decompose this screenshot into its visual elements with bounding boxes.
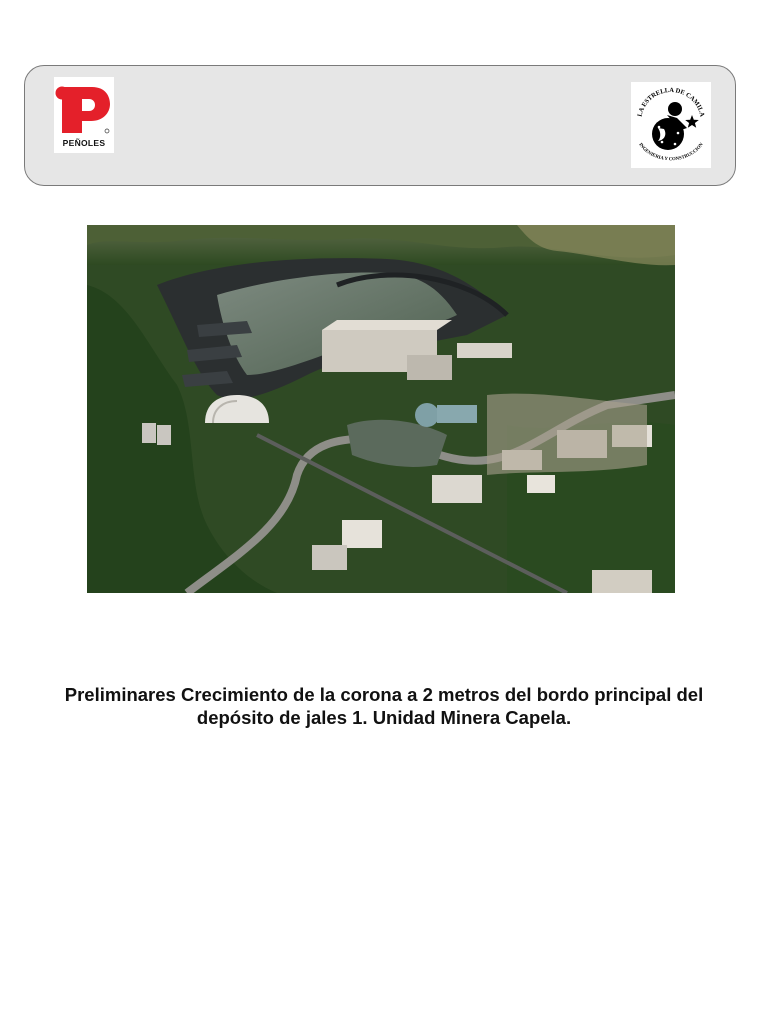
document-title: Preliminares Crecimiento de la corona a 2 metros del bordo principal del depósito de jales 1. Unidad Minera Capela. xyxy=(64,684,704,728)
svg-text:LA ESTRELLA DE CAMILA: LA ESTRELLA DE CAMILA xyxy=(636,86,706,118)
penoles-wordmark: PEÑOLES xyxy=(62,138,106,148)
penoles-logo xyxy=(54,77,114,153)
header-box xyxy=(24,65,736,186)
svg-text:INGENIERIA Y CONSTRUCCION: INGENIERIA Y CONSTRUCCION xyxy=(637,142,705,163)
mine-aerial-photo xyxy=(87,225,675,593)
estrella-de-camila-logo xyxy=(631,82,711,168)
estrella-emblem-icon xyxy=(631,82,711,168)
penoles-mark-icon xyxy=(54,77,114,137)
aerial-photo-illustration xyxy=(87,225,675,593)
